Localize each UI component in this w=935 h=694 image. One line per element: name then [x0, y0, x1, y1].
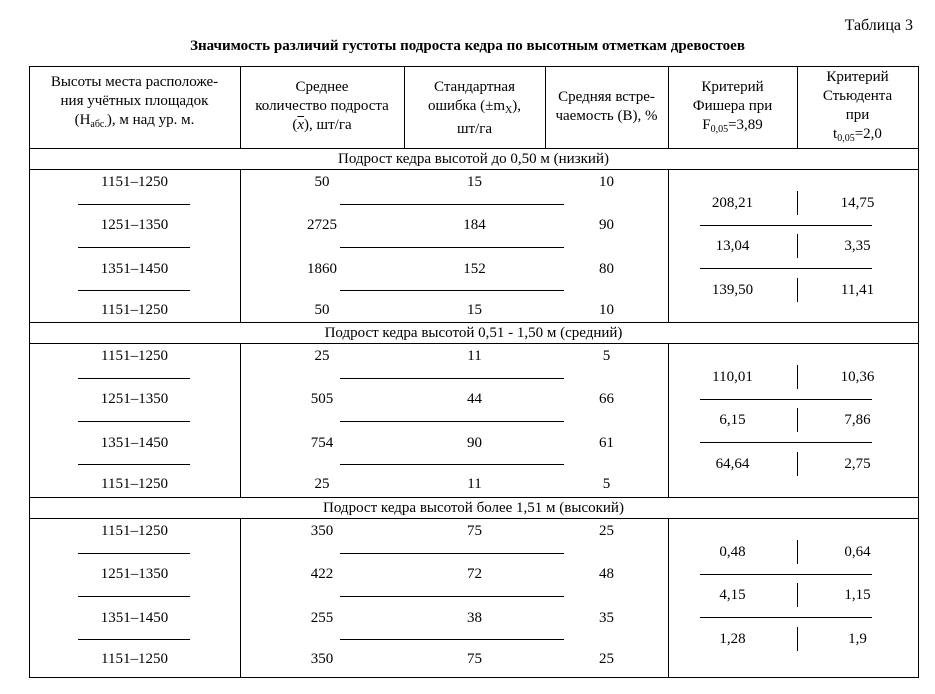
value-separator [340, 421, 564, 422]
section-title-divider [29, 343, 918, 344]
table-right-border [918, 66, 919, 678]
header-text: количество подроста [255, 98, 389, 114]
range-separator [78, 247, 190, 248]
header-text: $t_{0,05}=2,0$ [833, 126, 882, 144]
mean-cell: 754 [310, 435, 334, 451]
frequency-cell: 10 [599, 174, 614, 190]
header-cell-mean [240, 78, 404, 135]
header-text: Стьюдента [822, 88, 893, 104]
frequency-cell: 5 [602, 348, 611, 364]
mean-cell: 505 [310, 391, 334, 407]
criteria-divider [797, 191, 798, 215]
header-text: $(\overline{x})$, шт/га [292, 117, 352, 133]
header-text: ния учётных площадок [60, 93, 209, 109]
fisher-value: 4,15 [719, 587, 746, 603]
mean-cell: 50 [314, 302, 330, 318]
header-text: ошибка $(\pm m_X)$, [427, 98, 522, 116]
criteria-separator [700, 399, 872, 400]
range-cell: 1151–1250 [101, 651, 168, 667]
error-cell: 75 [467, 523, 482, 539]
range-separator [78, 464, 190, 465]
range-cell: 1251–1350 [100, 566, 169, 582]
value-separator [340, 204, 564, 205]
header-text: Критерий [826, 69, 889, 85]
header-text: Критерий [701, 79, 764, 95]
fisher-value: 6,15 [719, 412, 746, 428]
fisher-value: 13,04 [715, 238, 750, 254]
mean-cell: 350 [310, 523, 334, 539]
section-title: Подрост кедра высотой до 0,50 м (низкий) [338, 151, 609, 167]
header-text: при [845, 107, 870, 123]
mean-cell: 50 [314, 174, 330, 190]
student-value: 2,75 [844, 456, 871, 472]
value-separator [340, 639, 564, 640]
mean-cell: 350 [310, 651, 334, 667]
frequency-cell: 25 [599, 523, 614, 539]
frequency-cell: 5 [602, 476, 611, 492]
range-separator [78, 290, 190, 291]
error-cell: 152 [463, 261, 486, 277]
error-cell: 15 [467, 302, 482, 318]
student-value: 3,35 [844, 238, 871, 254]
header-text: Средняя встре- [558, 89, 655, 105]
criteria-separator [700, 574, 872, 575]
fisher-value: 1,28 [719, 631, 746, 647]
value-separator [340, 596, 564, 597]
range-cell: 1351–1450 [100, 435, 169, 451]
mean-cell: 1860 [307, 261, 337, 277]
criteria-divider [797, 540, 798, 564]
fisher-value: 208,21 [711, 195, 754, 211]
header-text: $F_{0,05}=3,89$ [702, 117, 763, 135]
range-cell: 1151–1250 [101, 348, 168, 364]
header-cell-error [404, 78, 545, 139]
range-cell: 1151–1250 [101, 174, 168, 190]
error-cell: 72 [467, 566, 482, 582]
header-text: Стандартная [434, 79, 515, 95]
table-top-border [29, 66, 918, 67]
section-divider [29, 497, 918, 498]
range-cell: 1151–1250 [101, 476, 168, 492]
frequency-cell: 80 [599, 261, 614, 277]
header-cell-frequency [545, 88, 668, 126]
frequency-cell: 35 [599, 610, 614, 626]
header-text: Среднее [295, 79, 349, 95]
mean-cell: 422 [310, 566, 334, 582]
range-separator [78, 553, 190, 554]
range-cell: 1251–1350 [100, 391, 169, 407]
header-text: $(Н_{абс.})$, м над ур. м. [74, 112, 195, 130]
student-value: 0,64 [844, 544, 871, 560]
error-cell: 11 [467, 348, 482, 364]
criteria-divider [797, 452, 798, 476]
header-text: Фишера при [692, 98, 773, 114]
table-title: Значимость различий густоты подроста кедра по высотным отметкам древостоев [190, 38, 745, 54]
section-title-divider [29, 169, 918, 170]
fisher-value: 64,64 [715, 456, 750, 472]
section-title: Подрост кедра высотой 0,51 - 1,50 м (средний) [324, 325, 623, 341]
criteria-divider [797, 278, 798, 302]
header-cell-altitude [29, 73, 240, 134]
error-cell: 44 [467, 391, 482, 407]
student-value: 7,86 [844, 412, 871, 428]
header-text: Высоты места расположе- [50, 74, 219, 90]
student-value: 10,36 [840, 369, 875, 385]
range-separator [78, 639, 190, 640]
col-divider [240, 169, 241, 322]
fisher-value: 110,01 [712, 369, 753, 385]
criteria-divider [797, 627, 798, 651]
range-separator [78, 596, 190, 597]
error-cell: 184 [463, 217, 486, 233]
criteria-separator [700, 617, 872, 618]
table-number: Таблица 3 [844, 17, 913, 34]
mean-cell: 255 [310, 610, 334, 626]
criteria-separator [700, 268, 872, 269]
student-value: 1,9 [848, 631, 867, 647]
frequency-cell: 10 [599, 302, 614, 318]
section-divider [29, 322, 918, 323]
table-bottom-border [29, 677, 918, 678]
value-separator [340, 464, 564, 465]
error-cell: 90 [467, 435, 482, 451]
value-separator [340, 247, 564, 248]
header-bottom-border [29, 148, 918, 149]
range-cell: 1151–1250 [101, 523, 168, 539]
mean-cell: 25 [314, 348, 330, 364]
value-separator [340, 290, 564, 291]
error-cell: 38 [467, 610, 482, 626]
section-title: Подрост кедра высотой более 1,51 м (высокий) [323, 500, 624, 516]
range-cell: 1151–1250 [101, 302, 168, 318]
range-cell: 1351–1450 [100, 261, 169, 277]
range-cell: 1351–1450 [100, 610, 169, 626]
header-text: шт/га [456, 121, 493, 137]
range-separator [78, 378, 190, 379]
error-cell: 11 [467, 476, 482, 492]
criteria-separator [700, 442, 872, 443]
frequency-cell: 61 [599, 435, 614, 451]
value-separator [340, 553, 564, 554]
range-cell: 1251–1350 [100, 217, 169, 233]
value-separator [340, 378, 564, 379]
criteria-separator [700, 225, 872, 226]
header-cell-fisher [668, 78, 797, 139]
student-value: 11,41 [840, 282, 875, 298]
col-divider [240, 343, 241, 497]
student-value: 14,75 [840, 195, 875, 211]
range-separator [78, 204, 190, 205]
criteria-divider [797, 365, 798, 389]
frequency-cell: 48 [599, 566, 614, 582]
section-title-divider [29, 518, 918, 519]
frequency-cell: 90 [599, 217, 614, 233]
student-value: 1,15 [844, 587, 871, 603]
criteria-divider [797, 583, 798, 607]
header-cell-student [797, 68, 918, 148]
frequency-cell: 66 [599, 391, 614, 407]
range-separator [78, 421, 190, 422]
mean-cell: 25 [314, 476, 330, 492]
criteria-divider [797, 408, 798, 432]
error-cell: 75 [467, 651, 482, 667]
mean-cell: 2725 [307, 217, 337, 233]
frequency-cell: 25 [599, 651, 614, 667]
criteria-divider [797, 234, 798, 258]
fisher-value: 139,50 [711, 282, 754, 298]
fisher-value: 0,48 [719, 544, 746, 560]
header-text: чаемость (В), % [555, 108, 658, 124]
error-cell: 15 [467, 174, 482, 190]
